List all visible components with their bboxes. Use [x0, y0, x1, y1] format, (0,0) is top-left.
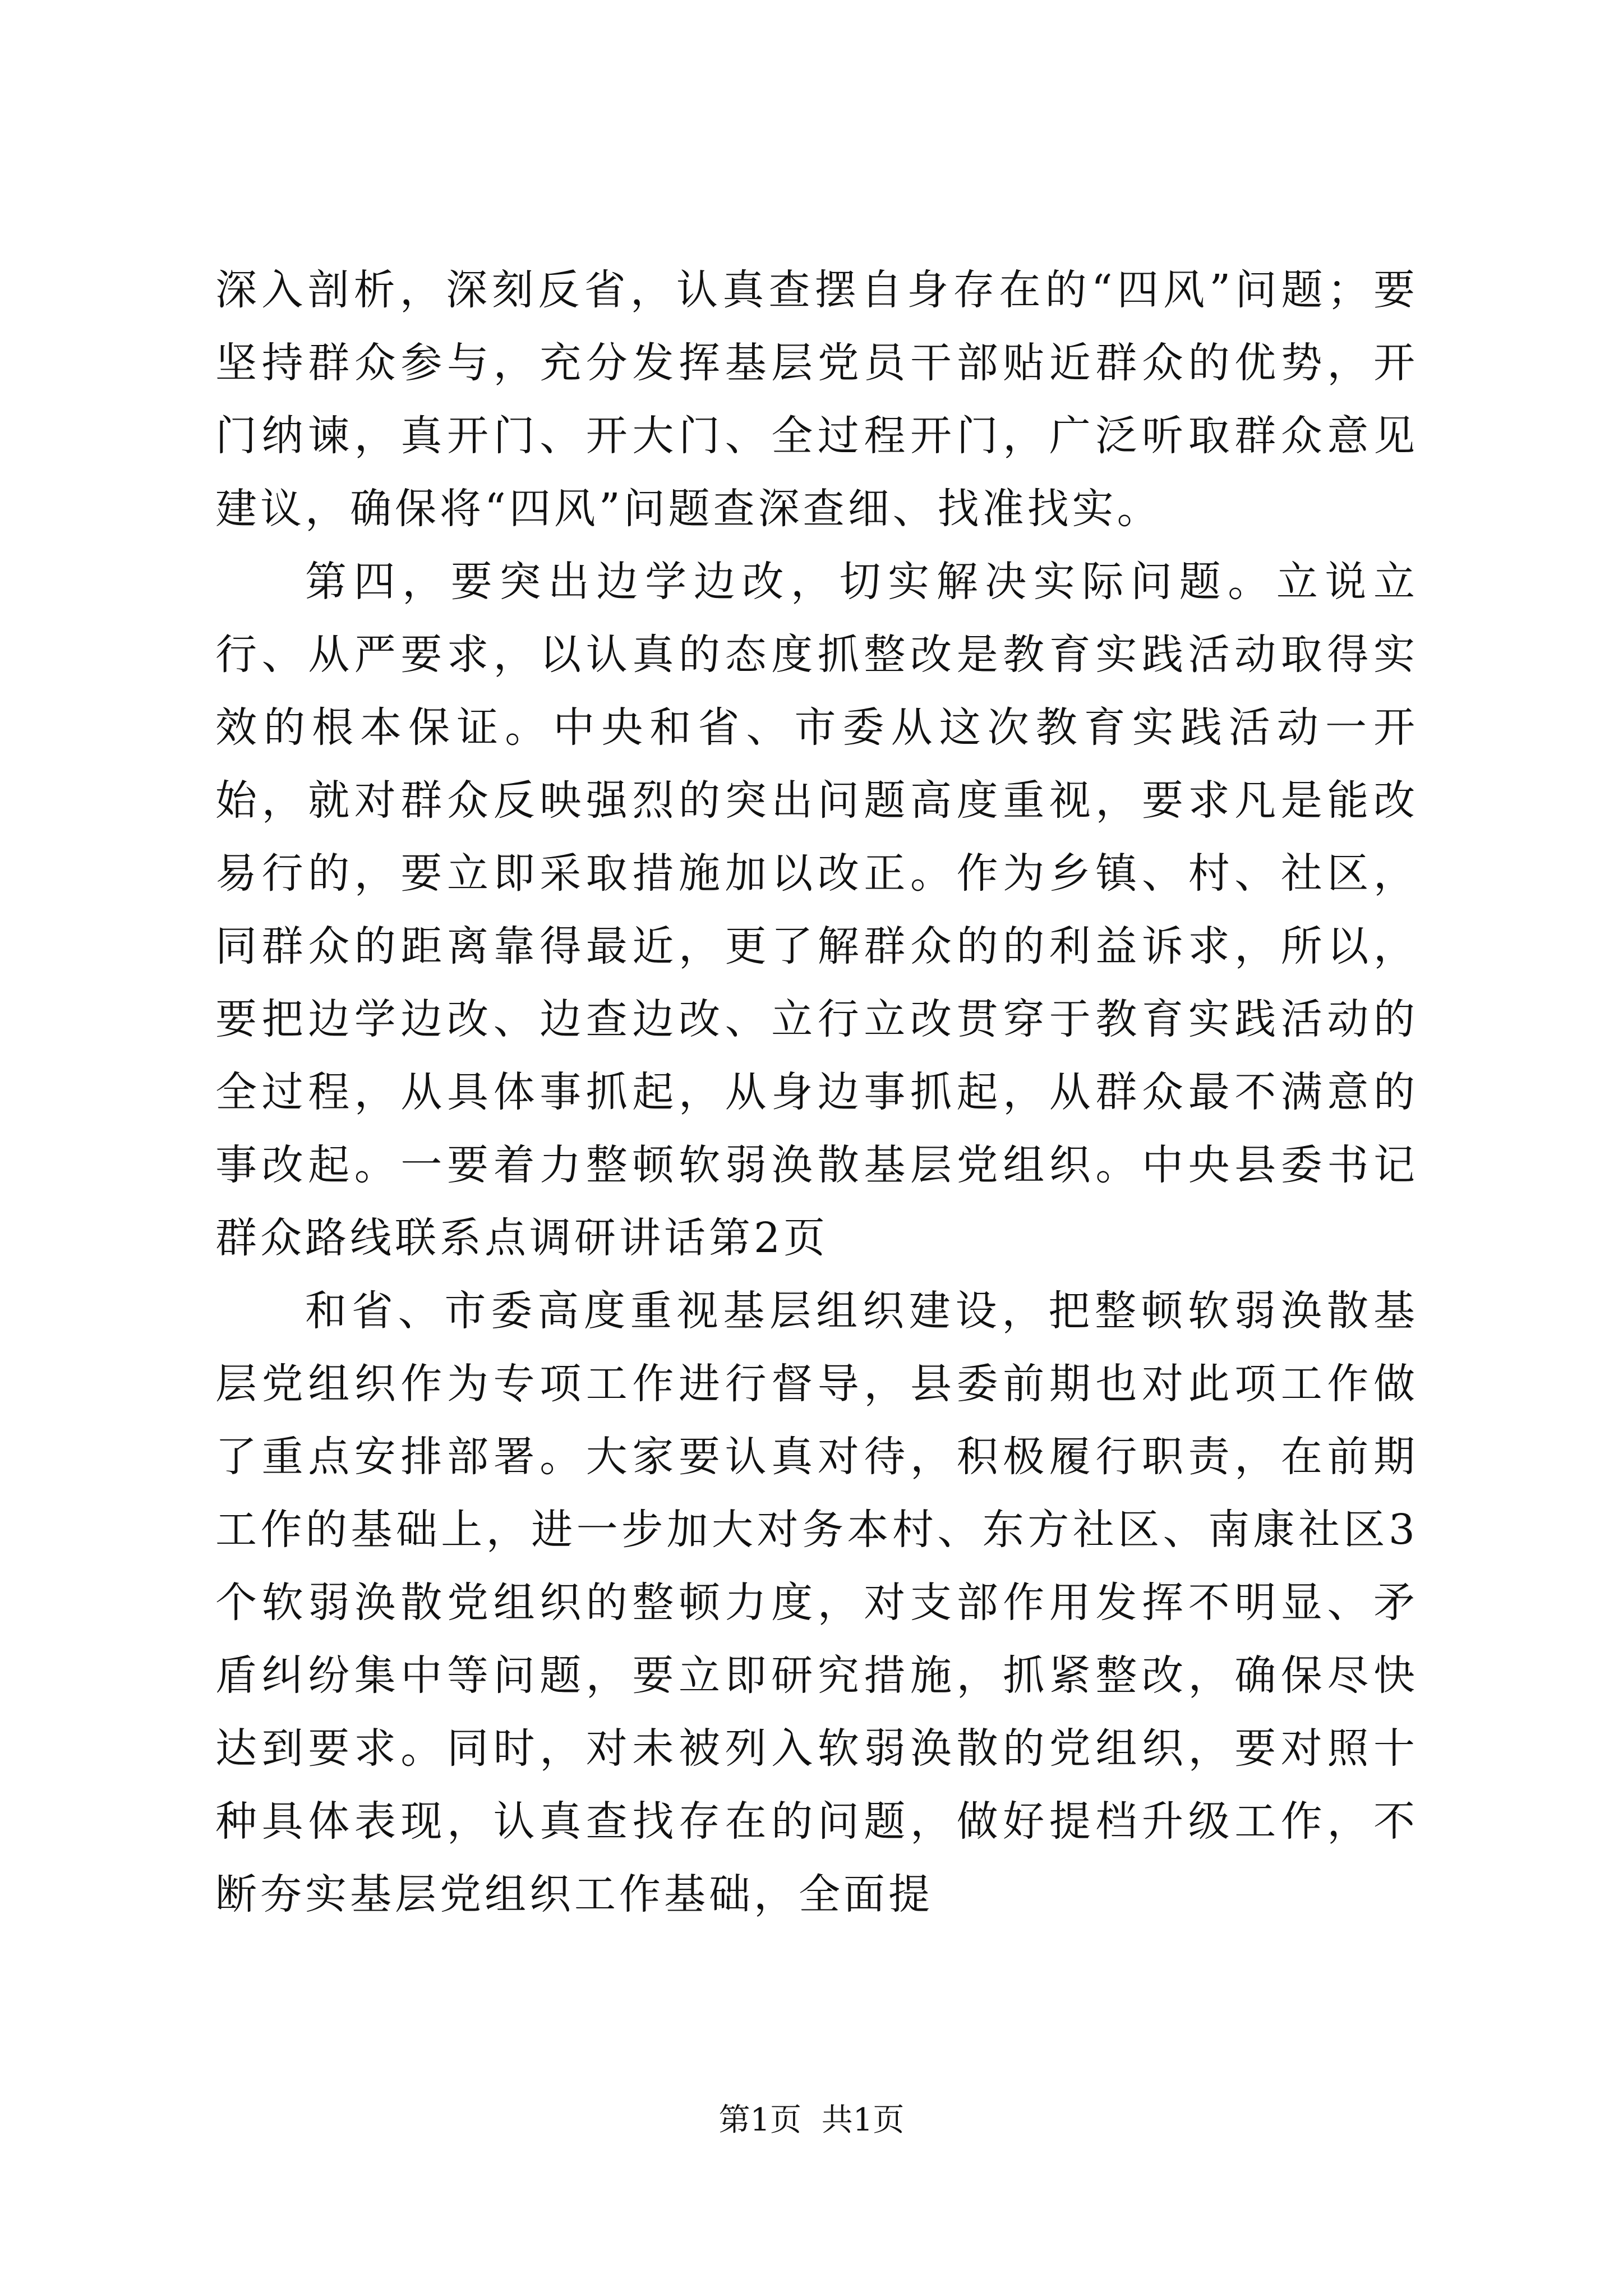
paragraph-3: 和省、市委高度重视基层组织建设，把整顿软弱涣散基层党组织作为专项工作进行督导，县委前期也对此项工作做了重点安排部署。大家要认真对待，积极履行职责，在前期工作的基础上，进一步加大对务本村、东方社区、南康社区3个软弱涣散党组织的整顿力度，对支部作用发挥不明显、矛盾纠纷集中等问题，要立即研究措施，抓紧整改，确保尽快达到要求。同时，对未被列入软弱涣散的党组织，要对照十种具体表现，认真查找存在的问题，做好提档升级工作，不断夯实基层党组织工作基础，全面提 [215, 1287, 1418, 1918]
document-body [215, 254, 1418, 1931]
page-footer [0, 2098, 1623, 2143]
paragraph-2: 第四，要突出边学边改，切实解决实际问题。立说立行、从严要求，以认真的态度抓整改是教育实践活动取得实效的根本保证。中央和省、市委从这次教育实践活动一开始，就对群众反映强烈的突出问题高度重视，要求凡是能改易行的，要立即采取措施加以改正。作为乡镇、村、社区，同群众的距离靠得最近，更了解群众的的利益诉求，所以，要把边学边改、边查边改、立行立改贯穿于教育实践活动的全过程，从具体事抓起，从身边事抓起，从群众最不满意的事改起。一要着力整顿软弱涣散基层党组织。中央县委书记群众路线联系点调研讲话第2页 [215, 558, 1418, 1262]
page-number: 第1页 [718, 2102, 802, 2138]
page-total: 共1页 [821, 2102, 905, 2138]
paragraph-1: 深入剖析，深刻反省，认真查摆自身存在的“四风”问题；要坚持群众参与，充分发挥基层党员干部贴近群众的优势，开门纳谏，真开门、开大门、全过程开门，广泛听取群众意见建议，确保将“四风”问题查深查细、找准找实。 [215, 266, 1418, 533]
